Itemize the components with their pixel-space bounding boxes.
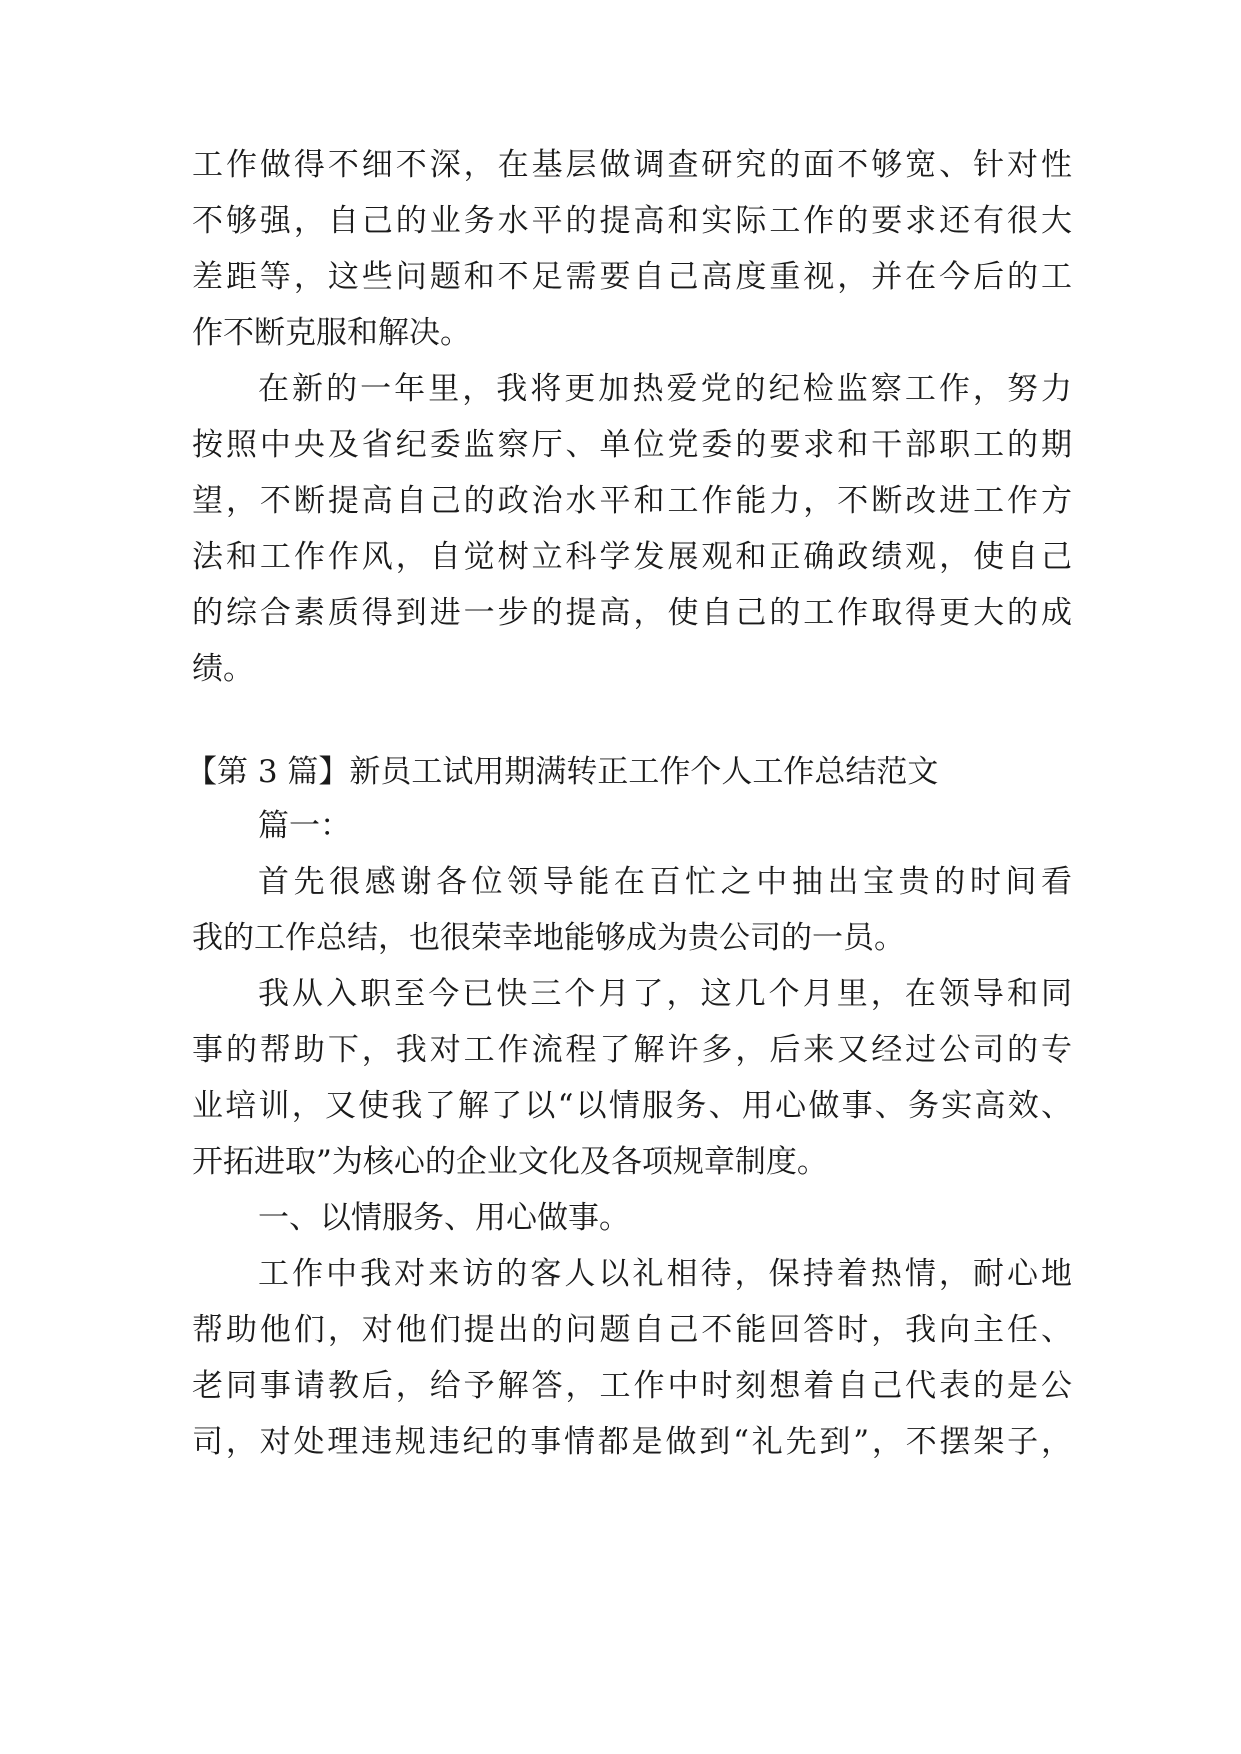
- paragraph-1-line-3: 差距等，这些问题和不足需要自己高度重视，并在今后的工: [192, 259, 1072, 295]
- paragraph-4-line-4: 开拓进取”为核心的企业文化及各项规章制度。: [192, 1144, 828, 1180]
- paragraph-5-line-2: 帮助他们，对他们提出的问题自己不能回答时，我向主任、: [192, 1312, 1072, 1348]
- section-heading: 【第 3 篇】新员工试用期满转正工作个人工作总结范文: [186, 754, 939, 790]
- paragraph-2-line-1: 在新的一年里，我将更加热爱党的纪检监察工作，努力: [258, 371, 1072, 407]
- paragraph-4-line-3: 业培训，又使我了解了以“以情服务、用心做事、务实高效、: [192, 1088, 1072, 1124]
- paragraph-1-line-4: 作不断克服和解决。: [192, 315, 471, 351]
- paragraph-1-line-2: 不够强，自己的业务水平的提高和实际工作的要求还有很大: [192, 203, 1072, 239]
- point-1-heading: 一、以情服务、用心做事。: [258, 1200, 630, 1236]
- paragraph-2-line-4: 法和工作作风，自觉树立科学发展观和正确政绩观，使自己: [192, 539, 1072, 575]
- subheading: 篇一：: [258, 808, 351, 844]
- paragraph-4-line-1: 我从入职至今已快三个月了，这几个月里，在领导和同: [258, 976, 1072, 1012]
- paragraph-2-line-6: 绩。: [192, 651, 254, 687]
- paragraph-2-line-2: 按照中央及省纪委监察厅、单位党委的要求和干部职工的期: [192, 427, 1072, 463]
- paragraph-2-line-3: 望，不断提高自己的政治水平和工作能力，不断改进工作方: [192, 483, 1072, 519]
- paragraph-3-line-2: 我的工作总结，也很荣幸地能够成为贵公司的一员。: [192, 920, 905, 956]
- paragraph-1-line-1: 工作做得不细不深，在基层做调查研究的面不够宽、针对性: [192, 147, 1072, 183]
- paragraph-2-line-5: 的综合素质得到进一步的提高，使自己的工作取得更大的成: [192, 595, 1072, 631]
- paragraph-4-line-2: 事的帮助下，我对工作流程了解许多，后来又经过公司的专: [192, 1032, 1072, 1068]
- paragraph-3-line-1: 首先很感谢各位领导能在百忙之中抽出宝贵的时间看: [258, 864, 1072, 900]
- paragraph-5-line-1: 工作中我对来访的客人以礼相待，保持着热情，耐心地: [258, 1256, 1072, 1292]
- paragraph-5-line-4: 司，对处理违规违纪的事情都是做到“礼先到”，不摆架子，: [192, 1424, 1072, 1460]
- paragraph-5-line-3: 老同事请教后，给予解答，工作中时刻想着自己代表的是公: [192, 1368, 1072, 1404]
